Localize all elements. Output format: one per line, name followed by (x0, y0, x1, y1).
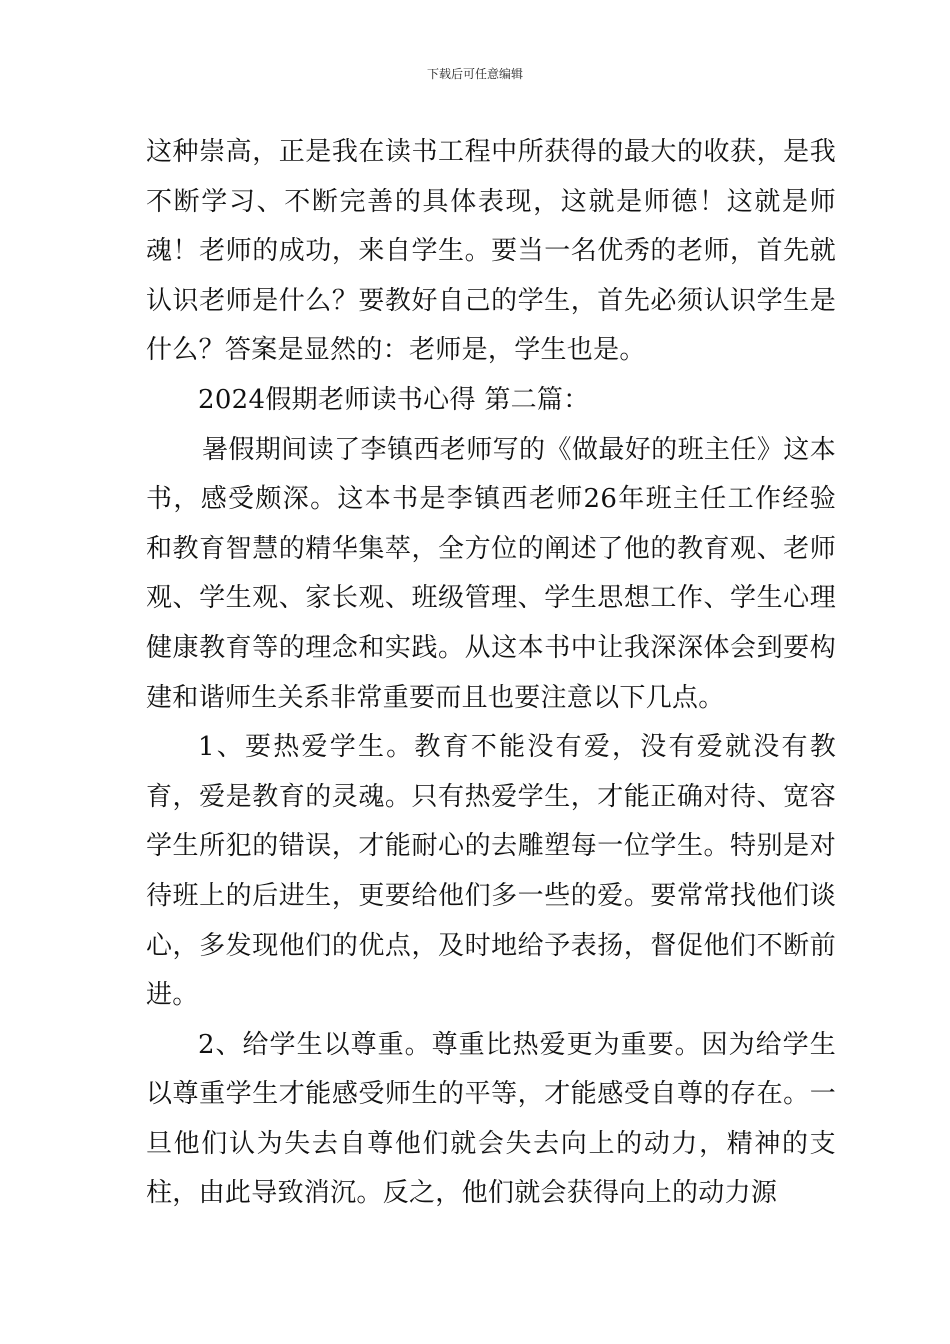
paragraph-4: 2、给学生以尊重。尊重比热爱更为重要。因为给学生以尊重学生才能感受师生的平等，才能感受自尊的存在。一旦他们认为失去自尊他们就会失去向上的动力，精神的支柱，由此导致消沉。反之，他们就会获得向上的动力源 (146, 1029, 836, 1209)
document-body (146, 128, 836, 1219)
paragraph-1: 这种崇高，正是我在读书工程中所获得的最大的收获，是我不断学习、不断完善的具体表现，这就是师德！这就是师魂！老师的成功，来自学生。要当一名优秀的老师，首先就认识老师是什么？要教好自己的学生，首先必须认识学生是什么？答案是显然的：老师是，学生也是。 (146, 137, 836, 366)
section-heading: 2024假期老师读书心得 第二篇： (198, 384, 590, 415)
paragraph-3: 1、要热爱学生。教育不能没有爱，没有爱就没有教育，爱是教育的灵魂。只有热爱学生，才能正确对待、宽容学生所犯的错误，才能耐心的去雕塑每一位学生。特别是对待班上的后进生，更要给他们多一些的爱。要常常找他们谈心，多发现他们的优点，及时地给予表扬，督促他们不断前进。 (146, 732, 836, 1011)
page-header-note: 下载后可任意编辑 (426, 67, 523, 81)
paragraph-2: 暑假期间读了李镇西老师写的《做最好的班主任》这本书，感受颇深。这本书是李镇西老师26年班主任工作经验和教育智慧的精华集萃，全方位的阐述了他的教育观、老师观、学生观、家长观、班级管理、学生思想工作、学生心理健康教育等的理念和实践。从这本书中让我深深体会到要构建和谐师生关系非常重要而且也要注意以下几点。 (146, 434, 836, 713)
